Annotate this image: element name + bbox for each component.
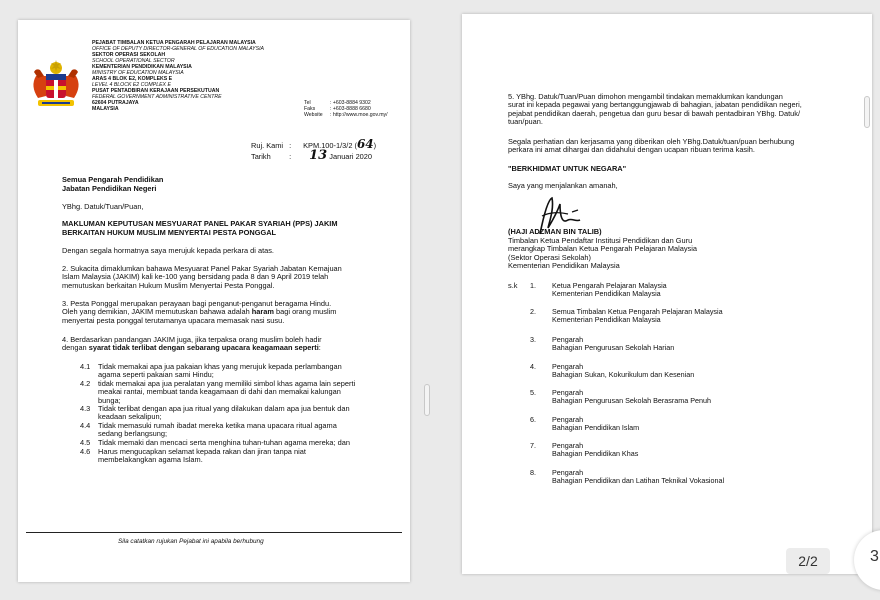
item-number: 4.1 <box>80 362 91 371</box>
cc-line: Pengarah <box>552 441 584 450</box>
paragraph-line: 5. YBhg. Datuk/Tuan/Puan dimohon mengambil tindakan memaklumkan kandungan <box>508 92 783 101</box>
tel-label: Tel <box>304 100 311 106</box>
date-row: Tarikh : 13 Januari 2020 <box>251 148 373 163</box>
ruj-close: ) <box>373 141 377 150</box>
page-indicator: 2/2 <box>786 548 830 574</box>
reference-row: Ruj. Kami : KPM.100-1/3/2 (64) <box>251 137 377 151</box>
signatory-line: Timbalan Ketua Pendaftar Institusi Pendidikan dan Guru <box>508 236 693 245</box>
paragraph-line: Islam Malaysia (JAKIM) kali ke-100 yang bersidang pada 8 dan 9 April 2019 telah <box>62 272 329 282</box>
faks-value: : +603-8888 6680 <box>330 106 371 112</box>
item-number: 4.2 <box>80 379 91 388</box>
paragraph-4 <box>62 336 322 353</box>
cc-number: 2. <box>530 307 536 316</box>
footer-note: Sila catatkan rujukan Pejabat ini apabila berhubung <box>118 538 264 545</box>
cc-line: Bahagian Pengurusan Sekolah Harian <box>552 343 675 353</box>
item-line: membelakangkan agama Islam. <box>98 454 203 464</box>
document-page-2 <box>462 14 872 574</box>
cc-number: 7. <box>530 441 536 450</box>
cc-number: 1. <box>530 281 536 290</box>
tarikh-handwritten: 13 <box>309 148 328 163</box>
item-line: tidak memakai apa jua peralatan yang memiliki simbol khas agama lain seperti <box>98 379 356 388</box>
recipient-line: Jabatan Pendidikan Negeri <box>62 184 157 193</box>
cc-line: Pengarah <box>552 335 584 344</box>
cc-line: Bahagian Pendidikan dan Latihan Teknikal Vokasional <box>552 476 725 486</box>
header-line: 62604 PUTRAJAYA <box>92 100 139 106</box>
paragraph-line: tuan/puan. <box>508 117 543 127</box>
item-line: Tidak memasuki rumah ibadat mereka ketika mana upacara ritual agama <box>98 421 337 430</box>
item-line: Tidak memakai apa jua pakaian khas yang merujuk kepada perlambangan <box>98 362 342 371</box>
cc-line: Kementerian Pendidikan Malaysia <box>552 289 661 299</box>
header-line: KEMENTERIAN PENDIDIKAN MALAYSIA <box>92 64 192 70</box>
malaysia-coat-of-arms-icon <box>26 58 86 114</box>
sk-label: s.k <box>508 281 518 290</box>
header-line: PEJABAT TIMBALAN KETUA PENGARAH PELAJARAN MALAYSIA <box>92 40 256 46</box>
page-scroll-handle[interactable] <box>424 384 430 416</box>
signatory-title <box>508 237 697 271</box>
item-number: 4.6 <box>80 446 91 456</box>
ruj-value: KPM.100-1/3/2 ( <box>303 141 357 150</box>
cc-line: Semua Timbalan Ketua Pengarah Pelajaran Malaysia <box>552 307 723 316</box>
paragraph-line: 4. Berdasarkan pandangan JAKIM juga, jika terpaksa orang muslim boleh hadir <box>62 335 322 344</box>
header-line: FEDERAL GOVERNMENT ADMINISTRATIVE CENTRE <box>92 94 222 100</box>
salutation: YBhg. Datuk/Tuan/Puan, <box>62 202 144 211</box>
ruj-label: Ruj. Kami <box>251 141 284 150</box>
text-run: dengan <box>62 343 89 353</box>
text-run: Oleh yang demikian, JAKIM memutuskan bahawa adalah <box>62 307 252 317</box>
tarikh-label: Tarikh <box>251 152 271 161</box>
subject-line: MAKLUMAN KEPUTUSAN MESYUARAT PANEL PAKAR SYARIAH (PPS) JAKIM <box>62 219 338 228</box>
cc-line: Ketua Pengarah Pelajaran Malaysia <box>552 281 667 290</box>
cc-number: 8. <box>530 468 536 477</box>
header-line: SCHOOL OPERATIONAL SECTOR <box>92 58 175 64</box>
header-line: PUSAT PENTADBIRAN KERAJAAN PERSEKUTUAN <box>92 88 220 94</box>
header-line: MINISTRY OF EDUCATION MALAYSIA <box>92 70 184 76</box>
item-line: sedang berlangsung; <box>98 429 168 439</box>
header-line: MALAYSIA <box>92 106 119 112</box>
text-run: : <box>318 343 321 353</box>
ruj-handwritten: 64 <box>356 137 374 151</box>
item-line: Harus mengucapkan selamat kepada rakan dan jiran tanpa niat <box>98 446 306 456</box>
item-line: keadaan sekalipun; <box>98 412 162 422</box>
paragraph-1: Dengan segala hormatnya saya merujuk kepada perkara di atas. <box>62 246 274 255</box>
paragraph-line <box>62 344 322 352</box>
next-page-label: 3 <box>870 548 879 565</box>
item-number: 4.5 <box>80 438 91 447</box>
header-line: OFFICE OF DEPUTY DIRECTOR-GENERAL OF EDUCATION MALAYSIA <box>92 46 264 52</box>
item-line: bunga; <box>98 395 121 405</box>
text-run: bagi orang muslim <box>273 307 337 317</box>
footer-divider <box>26 532 402 533</box>
paragraph-line: menyertai pesta ponggal terutamanya upacara memasak nasi susu. <box>62 315 285 325</box>
contact-block <box>304 100 388 118</box>
cc-line: Bahagian Pendidikan Islam <box>552 423 640 433</box>
emphasis-haram: haram <box>251 307 274 317</box>
cc-line: Pengarah <box>552 468 584 477</box>
paragraph-2 <box>62 265 342 290</box>
cc-number: 6. <box>530 415 536 424</box>
tarikh-value: Januari 2020 <box>329 152 373 161</box>
paragraph-3 <box>62 300 336 325</box>
item-line: agama seperti pakaian sami Hindu; <box>98 370 214 380</box>
item-line: Tidak terlibat dengan apa jua ritual yang dilakukan dalam apa jua bentuk dan <box>98 404 350 413</box>
paragraph-line: pejabat pendidikan daerah, pengetua dan guru besar di bawah pentadbiran YBhg. Datuk/ <box>508 108 801 118</box>
item-number: 4.3 <box>80 404 91 413</box>
paragraph-5 <box>508 93 802 127</box>
closing-paragraph <box>508 138 794 155</box>
cc-line: Pengarah <box>552 388 584 397</box>
paragraph-line: Segala perhatian dan kerjasama yang diberikan oleh YBhg.Datuk/tuan/puan berhubung <box>508 137 795 146</box>
paragraph-line: surat ini kepada pegawai yang bertanggungjawab di bahagian, jabatan pendidikan negeri, <box>508 100 802 110</box>
paragraph-line: 2. Sukacita dimaklumkan bahawa Mesyuarat Panel Pakar Syariah Jabatan Kemajuan <box>62 264 342 273</box>
cc-line: Bahagian Pengurusan Sekolah Berasrama Penuh <box>552 396 712 406</box>
cc-line: Kementerian Pendidikan Malaysia <box>552 315 661 325</box>
motto: "BERKHIDMAT UNTUK NEGARA" <box>508 164 627 173</box>
signatory-line: merangkap Timbalan Ketua Pengarah Pelajaran Malaysia <box>508 244 697 254</box>
paragraph-line: 3. Pesta Ponggal merupakan perayaan bagi penganut-penganut beragama Hindu. <box>62 299 332 308</box>
item-line: meakai rantai, membuat tanda keagamaan di dahi dan memakai kalungan <box>98 387 341 397</box>
cc-line: Pengarah <box>552 415 584 424</box>
signatory-name: (HAJI ADZMAN BIN TALIB) <box>508 227 602 236</box>
document-page-1 <box>18 20 410 582</box>
recipient-line: Semua Pengarah Pendidikan <box>62 175 164 184</box>
page-scroll-handle[interactable] <box>864 96 870 128</box>
cc-line: Bahagian Sukan, Kokurikulum dan Kesenian <box>552 370 695 380</box>
item-number: 4.4 <box>80 421 91 430</box>
header-line: LEVEL 4 BLOCK E2 COMPLEX E <box>92 82 171 88</box>
subject-line: BERKAITAN HUKUM MUSLIM MENYERTAI PESTA PONGGAL <box>62 228 277 237</box>
faks-label: Faks <box>304 106 316 112</box>
cc-line: Pengarah <box>552 362 584 371</box>
paragraph-line: memutuskan berkaitan Hukum Muslim Menyertai Pesta Ponggal. <box>62 280 275 290</box>
cc-number: 4. <box>530 362 536 371</box>
header-line: ARAS 4 BLOK E2, KOMPLEKS E <box>92 76 173 82</box>
cc-line: Bahagian Pendidikan Khas <box>552 449 639 459</box>
tel-value: : +603-8884 9302 <box>330 100 371 106</box>
website-value: : http://www.moe.gov.my/ <box>330 112 388 118</box>
signatory-line: (Sektor Operasi Sekolah) <box>508 252 591 262</box>
signatory-line: Kementerian Pendidikan Malaysia <box>508 261 620 271</box>
item-line: Tidak memaki dan mencaci serta menghina tuhan-tuhan agama mereka; dan <box>98 438 350 447</box>
header-line: SEKTOR OPERASI SEKOLAH <box>92 52 166 58</box>
paragraph-line: perkara ini amat dihargai dan didahului dengan ucapan ribuan terima kasih. <box>508 145 755 155</box>
website-label: Website <box>304 112 323 118</box>
letterhead <box>92 40 264 112</box>
emphasis-condition: syarat tidak terlibat dengan sebarang upacara keagamaan seperti <box>88 343 319 353</box>
cc-number: 5. <box>530 388 536 397</box>
sign-off: Saya yang menjalankan amanah, <box>508 181 618 190</box>
cc-number: 3. <box>530 335 536 344</box>
